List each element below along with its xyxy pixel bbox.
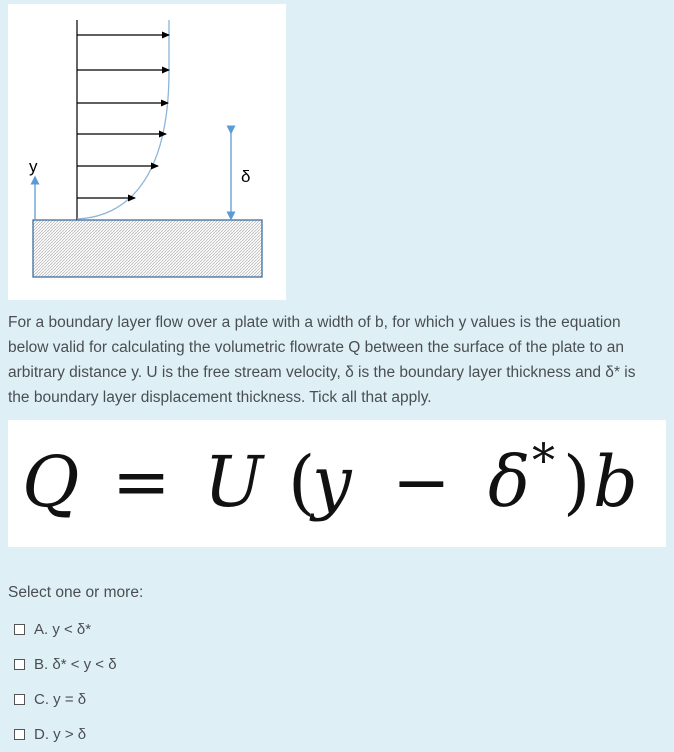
equation-y: y [312, 441, 352, 523]
option-a[interactable] [14, 612, 117, 647]
checkbox-a[interactable] [14, 624, 25, 635]
equation-minus: − [392, 441, 451, 523]
equation-delta: δ [488, 441, 531, 523]
option-d[interactable] [14, 717, 117, 752]
equation-right-paren: ) [563, 441, 591, 523]
option-d-label: D. y > δ [34, 726, 87, 743]
option-c[interactable] [14, 682, 117, 717]
question-text: For a boundary layer flow over a plate with a width of b, for which y values is the equation below valid for calculating the volumetric flowrate Q between the surface of the plate to an arbitrary distance y. U is the free stream velocity, δ is the boundary layer thickness and δ* is the boundary layer displacement thickness. Tick all that apply. [8, 314, 636, 406]
checkbox-d[interactable] [14, 729, 25, 740]
equation-b: b [593, 441, 638, 523]
equation-star: * [532, 433, 555, 487]
checkbox-b[interactable] [14, 659, 25, 670]
equation-U: U [204, 441, 263, 523]
option-c-label: C. y = δ [34, 691, 87, 708]
option-a-label: A. y < δ* [34, 621, 92, 638]
equation [8, 420, 666, 547]
equation-Q: Q [22, 441, 80, 523]
equation-left-paren: ( [288, 441, 316, 523]
delta-label: δ [241, 167, 251, 186]
select-prompt: Select one or more: [8, 584, 144, 601]
option-b[interactable] [14, 647, 117, 682]
plate [33, 220, 262, 277]
option-b-label: B. δ* < y < δ [34, 656, 117, 673]
boundary-layer-diagram [8, 4, 286, 300]
velocity-profile-curve [77, 20, 169, 219]
checkbox-c[interactable] [14, 694, 25, 705]
equation-box [8, 420, 666, 547]
equation-equals: = [112, 441, 171, 523]
boundary-layer-figure [8, 4, 286, 300]
y-axis-label: y [29, 157, 38, 176]
answer-options [14, 612, 117, 752]
